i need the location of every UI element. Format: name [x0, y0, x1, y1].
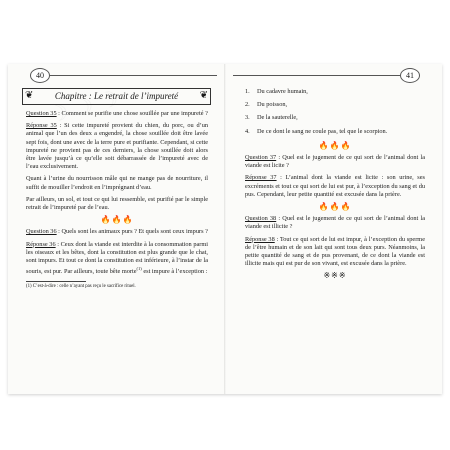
question-38-text: : Quel est le jugement de ce qui sort de l’animal dont la viande est illicite ?	[245, 215, 425, 231]
right-header-rule	[233, 75, 400, 76]
paragraph-urine: Quant à l’urine du nourrisson mâle qui ne mange pas de nourriture, il suffit de mouiller l’endroit en l’imprégnant d’eau.	[26, 175, 208, 191]
list-item: 4. De ce dont le sang ne coule pas, tel que le scorpion.	[245, 127, 388, 135]
answer-37-label: Réponse 37	[245, 174, 277, 182]
chapter-title: Chapitre : Le retrait de l’impureté	[54, 91, 179, 101]
paragraph-ground: Par ailleurs, un sol, et tout ce qui lui ressemble, est purifié par le simple retrait de l’impureté par de l’eau.	[26, 195, 208, 212]
chapter-title-box	[22, 88, 211, 105]
answer-36	[26, 241, 208, 277]
question-37-text: : Quel est le jugement de ce qui sort de l’animal dont la viande est licite ?	[245, 154, 425, 170]
right-page-number: 41	[400, 68, 420, 83]
answer-36-text: : Ceux dont la viande est interdite à la consommation parmi les oiseaux et les bêtes, dont la constitution est plus grande que le chat, sont impurs. Et tout ce dont la constitution est inférieure, à l’instar de la souris, est pur. Par ailleurs, toute bête morte	[26, 240, 209, 276]
left-header-rule	[50, 75, 217, 76]
question-37	[245, 154, 425, 170]
title-ornament-left-icon: ❦	[25, 90, 34, 101]
flame-separator-icon: 🔥🔥🔥	[100, 215, 134, 225]
answer-35-label: Réponse 35	[26, 122, 57, 130]
flame-separator-icon: 🔥🔥🔥	[318, 140, 352, 150]
question-38	[245, 215, 425, 231]
footnote-marker: (1)	[136, 266, 142, 272]
title-ornament-right-icon: ❦	[199, 90, 208, 101]
left-page	[8, 64, 225, 394]
question-35-text: : Comment se purifie une chose souillée par une impureté ?	[56, 110, 208, 117]
end-ornament-icon: ※※※	[323, 271, 347, 281]
book-spread	[8, 64, 442, 394]
left-column	[26, 110, 208, 290]
list-item: 1. Du cadavre humain,	[245, 88, 308, 95]
question-35	[26, 110, 208, 118]
list-item: 3. De la sauterelle,	[245, 114, 298, 122]
question-36-text: : Quels sont les animaux purs ? Et quels sont ceux impurs ?	[56, 228, 208, 236]
answer-35-text: : Si cette impureté provient du chien, du porc, ou d’un animal que l’un des deux a engendré, la chose souillée doit être lavée sept fois, dont une avec de la terre pure et purifiante. Cependant, si cette impureté ne provient pas de ces derniers, la chose souillée doit alors être lavée jusqu’à ce qu’elle soit débarrassée de l’impureté avec de l’eau exclusivement.	[26, 122, 208, 171]
question-36-label: Question 36	[26, 228, 57, 236]
footnote: (1) C’est-à-dire : celle n’ayant pas reçu le sacrifice rituel.	[26, 283, 136, 289]
question-37-label: Question 37	[245, 154, 277, 162]
right-column	[245, 88, 425, 285]
answer-36-label: Réponse 36	[26, 240, 56, 248]
answer-37-text: : L’animal dont la viande est licite : son urine, ses excréments et tout ce qui sort de lui est pur, à l’exception du sang et du pus. Cependant, leur petite quantité est excusée dans la prière.	[245, 174, 425, 198]
exception-list	[245, 88, 425, 136]
answer-38-text: : Tout ce qui sort de lui est impur, à l’exception du sperme de l’être humain et de son lait qui sont tous deux purs. Néanmoins, la petite quantité de sang et de pus provenant, de ce dont la viande est illicite mais qui est pur de son vivant, est excusée dans la prière.	[245, 235, 425, 268]
list-item: 2. Du poisson,	[245, 101, 288, 109]
right-page	[225, 64, 442, 394]
question-36	[26, 228, 208, 236]
flame-separator-icon: 🔥🔥🔥	[318, 202, 352, 212]
footnote-rule	[26, 281, 86, 282]
answer-36-text-end: est impure à l’exception :	[141, 268, 208, 276]
question-35-label: Question 35	[26, 110, 57, 117]
answer-38	[245, 236, 425, 269]
question-38-label: Question 38	[245, 215, 277, 223]
answer-38-label: Réponse 38	[245, 235, 275, 243]
left-page-number: 40	[30, 68, 50, 83]
answer-35	[26, 122, 208, 171]
answer-37	[245, 174, 425, 199]
